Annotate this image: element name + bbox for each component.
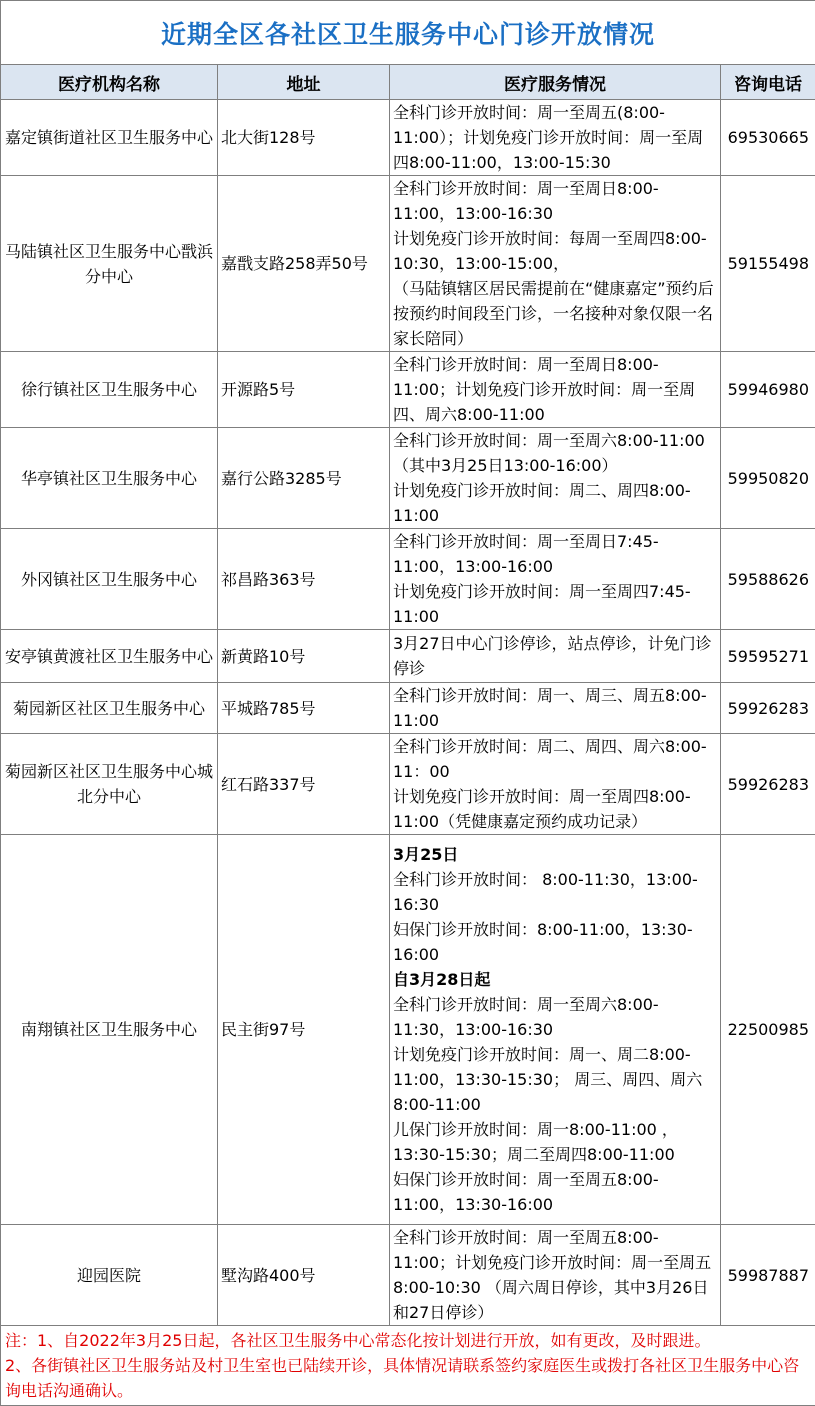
note-line-1: 注：1、自2022年3月25日起，各社区卫生服务中心常态化按计划进行开放，如有更改，及时跟进。 [5, 1328, 811, 1353]
service-line: 全科门诊开放时间：周一至周日8:00-11:00；计划免疫门诊开放时间：周一至周四、周六8:00-11:00 [393, 352, 717, 427]
service-info [390, 352, 721, 428]
table-header-row [1, 65, 815, 100]
service-line: 计划免疫门诊开放时间：周一至周四7:45-11:00 [393, 579, 717, 629]
institution-name: 菊园新区社区卫生服务中心 [1, 683, 218, 734]
institution-address: 民主街97号 [218, 835, 390, 1225]
service-info [390, 734, 721, 835]
service-line: 计划免疫门诊开放时间：每周一至周四8:00-10:30，13:00-15:00， [393, 226, 717, 276]
service-line: 全科门诊开放时间： 8:00-11:30，13:00-16:30 [393, 867, 717, 917]
institution-name: 嘉定镇街道社区卫生服务中心 [1, 100, 218, 176]
service-line: 全科门诊开放时间：周一至周日7:45-11:00，13:00-16:00 [393, 529, 717, 579]
consult-phone: 59926283 [721, 683, 815, 734]
institution-address: 红石路337号 [218, 734, 390, 835]
service-line: 全科门诊开放时间：周一至周五8:00-11:00；计划免疫门诊开放时间：周一至周五8:00-10:30 （周六周日停诊，其中3月26日和27日停诊） [393, 1225, 717, 1325]
notes-cell [1, 1326, 815, 1406]
institution-name: 华亭镇社区卫生服务中心 [1, 428, 218, 529]
institution-address: 新黄路10号 [218, 630, 390, 683]
table-row [1, 630, 815, 683]
institution-name: 南翔镇社区卫生服务中心 [1, 835, 218, 1225]
service-line: 计划免疫门诊开放时间：周一至周四8:00-11:00（凭健康嘉定预约成功记录） [393, 784, 717, 834]
consult-phone: 59926283 [721, 734, 815, 835]
table-row [1, 100, 815, 176]
consult-phone: 59588626 [721, 529, 815, 630]
consult-phone: 59155498 [721, 176, 815, 352]
consult-phone: 69530665 [721, 100, 815, 176]
table-row [1, 1225, 815, 1326]
service-line: 全科门诊开放时间：周一至周五(8:00-11:00）；计划免疫门诊开放时间：周一至周四8:00-11:00，13:00-15:30 [393, 100, 717, 175]
table-row [1, 352, 815, 428]
institution-name: 迎园医院 [1, 1225, 218, 1326]
institution-name: 菊园新区社区卫生服务中心城北分中心 [1, 734, 218, 835]
service-info [390, 1225, 721, 1326]
header-service: 医疗服务情况 [390, 65, 721, 100]
service-info [390, 428, 721, 529]
institution-name: 外冈镇社区卫生服务中心 [1, 529, 218, 630]
note-line-2: 2、各街镇社区卫生服务站及村卫生室也已陆续开诊，具体情况请联系签约家庭医生或拨打各社区卫生服务中心咨询电话沟通确认。 [5, 1353, 811, 1403]
institution-name: 安亭镇黄渡社区卫生服务中心 [1, 630, 218, 683]
table-row [1, 428, 815, 529]
institution-address: 平城路785号 [218, 683, 390, 734]
consult-phone: 22500985 [721, 835, 815, 1225]
institution-address: 开源路5号 [218, 352, 390, 428]
header-phone: 咨询电话 [721, 65, 815, 100]
service-line: 全科门诊开放时间：周二、周四、周六8:00-11：00 [393, 734, 717, 784]
table-row [1, 529, 815, 630]
service-info [390, 835, 721, 1225]
service-info [390, 176, 721, 352]
service-date-heading: 自3月28日起 [393, 967, 717, 992]
institution-name: 徐行镇社区卫生服务中心 [1, 352, 218, 428]
header-address: 地址 [218, 65, 390, 100]
table-row [1, 176, 815, 352]
notes-row [1, 1326, 815, 1406]
service-line: 妇保门诊开放时间：8:00-11:00，13:30-16:00 [393, 917, 717, 967]
service-line: 全科门诊开放时间：周一至周六8:00-11:00（其中3月25日13:00-16:00） [393, 428, 717, 478]
service-info [390, 683, 721, 734]
service-info [390, 529, 721, 630]
institution-address: 墅沟路400号 [218, 1225, 390, 1326]
service-line: 全科门诊开放时间：周一至周六8:00-11:30，13:00-16:30 [393, 992, 717, 1042]
consult-phone: 59946980 [721, 352, 815, 428]
table-row [1, 734, 815, 835]
institution-address: 嘉戬支路258弄50号 [218, 176, 390, 352]
service-line: 儿保门诊开放时间：周一8:00-11:00 ，13:30-15:30；周二至周四8:00-11:00 [393, 1117, 717, 1167]
table-body [1, 100, 815, 1326]
consult-phone: 59595271 [721, 630, 815, 683]
service-line: 妇保门诊开放时间：周一至周五8:00-11:00，13:30-16:00 [393, 1167, 717, 1217]
institution-name: 马陆镇社区卫生服务中心戬浜分中心 [1, 176, 218, 352]
service-line: 全科门诊开放时间：周一至周日8:00-11:00，13:00-16:30 [393, 176, 717, 226]
institution-address: 嘉行公路3285号 [218, 428, 390, 529]
header-name: 医疗机构名称 [1, 65, 218, 100]
institution-address: 北大街128号 [218, 100, 390, 176]
service-line: 计划免疫门诊开放时间：周二、周四8:00-11:00 [393, 478, 717, 528]
table-row [1, 835, 815, 1225]
service-line: 全科门诊开放时间：周一、周三、周五8:00-11:00 [393, 683, 717, 733]
service-line: 计划免疫门诊开放时间：周一、周二8:00-11:00，13:30-15:30； 周三、周四、周六8:00-11:00 [393, 1042, 717, 1117]
service-date-heading: 3月25日 [393, 842, 717, 867]
service-line: （马陆镇辖区居民需提前在“健康嘉定”预约后按预约时间段至门诊，一名接种对象仅限一名家长陪同） [393, 276, 717, 351]
table-row [1, 683, 815, 734]
service-info [390, 100, 721, 176]
consult-phone: 59987887 [721, 1225, 815, 1326]
page-title: 近期全区各社区卫生服务中心门诊开放情况 [1, 1, 815, 65]
service-line: 3月27日中心门诊停诊，站点停诊，计免门诊停诊 [393, 631, 717, 681]
consult-phone: 59950820 [721, 428, 815, 529]
institution-address: 祁昌路363号 [218, 529, 390, 630]
service-info [390, 630, 721, 683]
